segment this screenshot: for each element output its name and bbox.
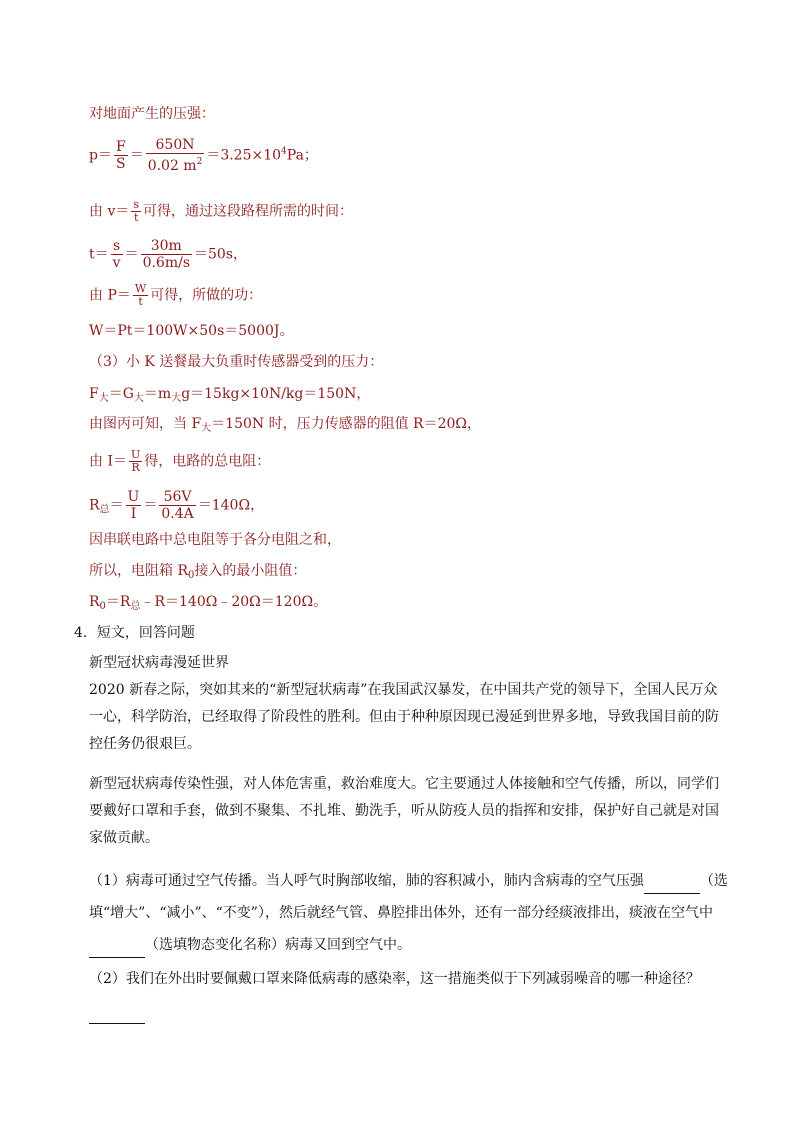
work-line: W＝Pt＝100W×50s＝5000J。 xyxy=(89,323,294,339)
graph-line: 由图丙可知，当 $F_大=150N$ 时，压力传感器的阻值 R＝20Ω， xyxy=(89,416,482,434)
force-line: $F_大=G_大=m_大g=15kg\times 10N/kg=150N$， xyxy=(89,386,371,404)
min-resistance-line: $R_0=R_总﹣R=140\Omega﹣20\Omega=120\Omega$。 xyxy=(89,594,328,612)
passage-paragraph-1: 2020 新春之际，突如其来的“新型冠状病毒”在我国武汉暴发，在中国共产党的领导下，全国人民万众一心，科学防治，已经取得了阶段性的胜利。但由于种种原因现已漫延到世界多地，导致我国目前的防控任务仍很艰巨。 xyxy=(89,682,719,752)
part3-line: （3）小 K 送餐最大负重时传感器受到的压力： xyxy=(89,354,384,370)
question-4-heading: 4．短文，回答问题 xyxy=(74,625,195,641)
series-line: 因串联电路中总电阻等于各分电阻之和， xyxy=(89,532,341,548)
time-formula: t＝ $\frac{s}{v}$ ＝ $\frac{30m}{0.6m/s}$ ＝50s， xyxy=(89,238,248,271)
pressure-formula: p＝ $\frac{F}{S}$ ＝ $\frac{650N}{0.02 m^2}$ $=3.25\times 10^4Pa$； xyxy=(89,137,318,174)
subquestion-1-line-3: （选填物态变化名称）病毒又回到空气中。 xyxy=(89,935,411,958)
resistance-box-line: 所以，电阻箱 $R_0$接入的最小阻值： xyxy=(89,563,307,581)
total-resistance-formula: $R_总=$ $\frac{U}{I}$ ＝ $\frac{56V}{0.4A}$ ＝140Ω， xyxy=(89,489,265,522)
passage-title: 新型冠状病毒漫延世界 xyxy=(89,655,229,671)
subquestion-2-answer-line xyxy=(89,1001,145,1024)
subquestion-1-line-2: 填“增大”、“减小”、“不变”），然后就经气管、鼻腔排出体外，还有一部分经痰液排出，痰液在空气中 xyxy=(89,905,713,921)
subquestion-2: （2）我们在外出时要佩戴口罩来降低病毒的感染率，这一措施类似于下列减弱噪音的哪一种途径？ xyxy=(89,971,700,987)
solution-line-pressure-intro: 对地面产生的压强： xyxy=(89,106,215,122)
passage-paragraph-2: 新型冠状病毒传染性强，对人体危害重，救治难度大。它主要通过人体接触和空气传播，所以，同学们要戴好口罩和手套，做到不聚集、不扎堆、勤洗手，听从防疫人员的指挥和安排，保护好自己就是对国家做贡献。 xyxy=(89,776,719,846)
power-line: 由 P＝ $\frac{W}{t}$ 可得，所做的功： xyxy=(89,282,263,308)
ohm-line: 由 I＝ $\frac{U}{R}$ 得，电路的总电阻： xyxy=(89,448,271,474)
subquestion-1-line-1: （1）病毒可通过空气传播。当人呼气时胸部收缩，肺的容积减小，肺内含病毒的空气压强 （选 xyxy=(89,871,728,894)
answer-blank-2[interactable] xyxy=(89,937,145,958)
velocity-line: 由 v＝ $\frac{s}{t}$ 可得，通过这段路程所需的时间： xyxy=(89,198,354,224)
answer-blank-3[interactable] xyxy=(89,1003,145,1024)
answer-blank-1[interactable] xyxy=(644,873,700,894)
